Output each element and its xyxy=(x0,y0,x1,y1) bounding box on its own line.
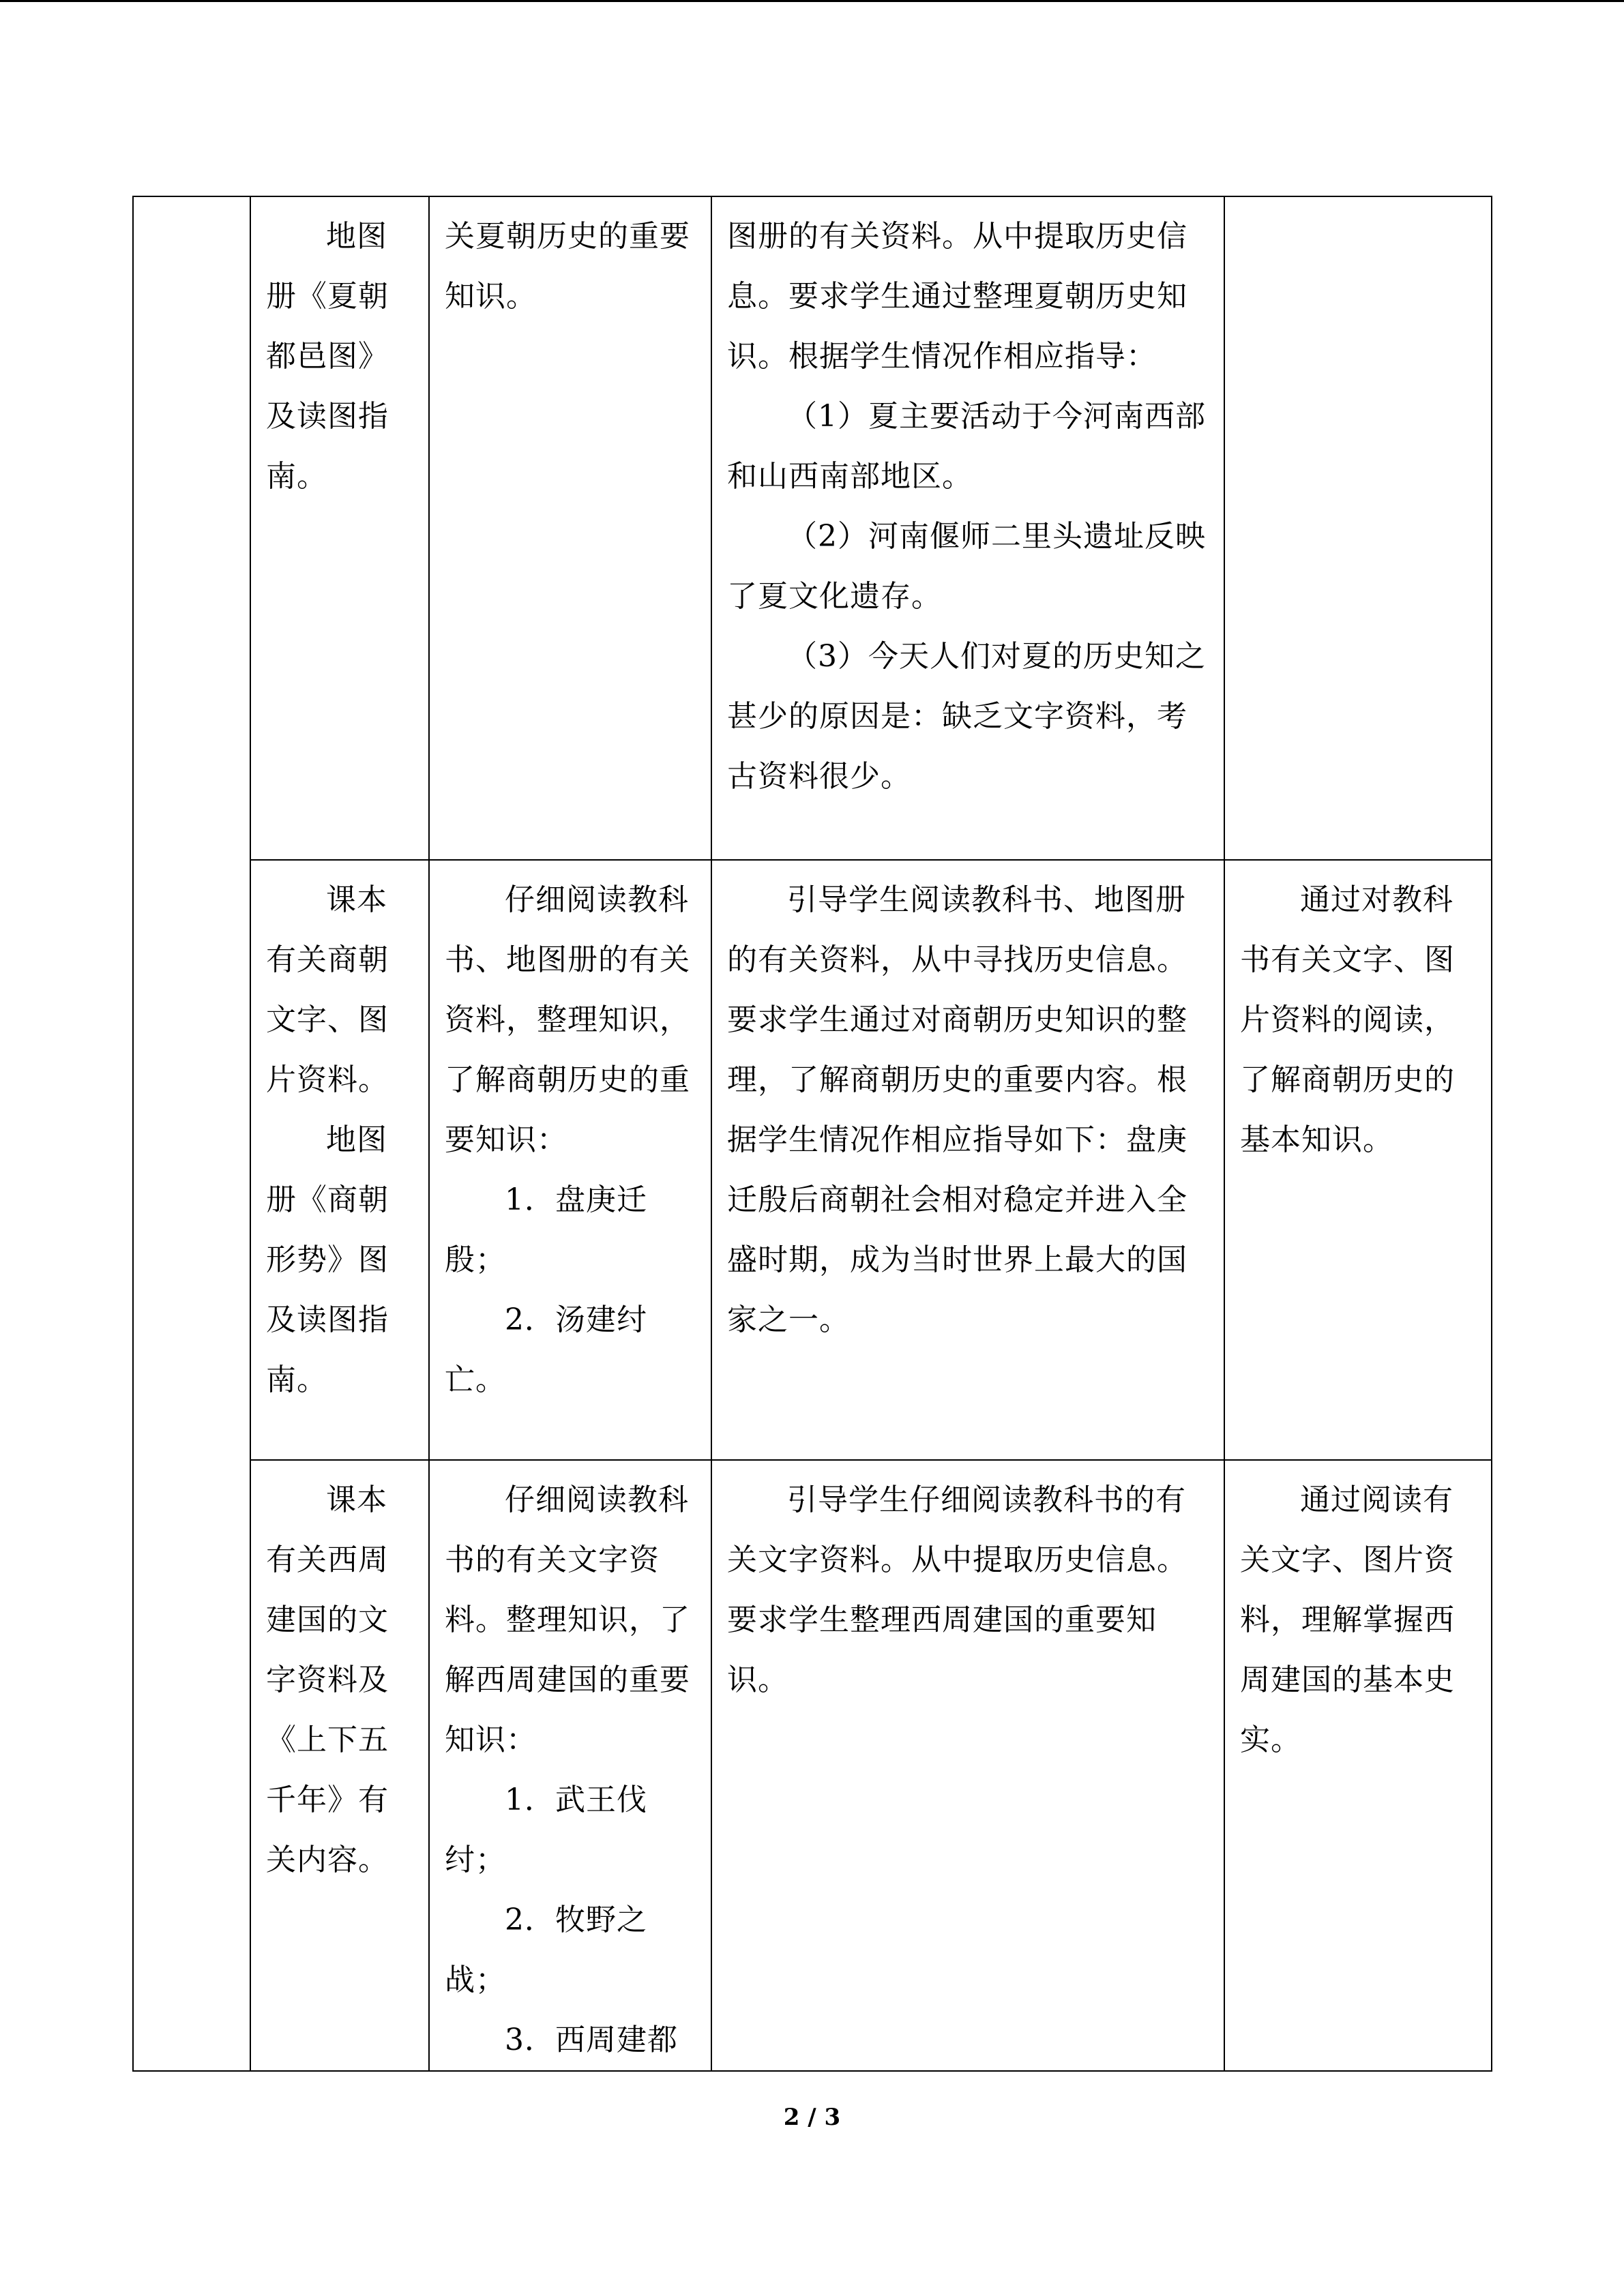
resources-text: 课本有关西周建国的文字资料及《上下五千年》有关内容。 xyxy=(266,1482,389,1877)
design-intent-cell xyxy=(1224,196,1492,860)
teacher-activity-text: （3）今天人们对夏的历史知之甚少的原因是：缺乏文字资料，考古资料很少。 xyxy=(727,639,1206,794)
student-activity-cell xyxy=(429,1460,711,2071)
lesson-plan-table xyxy=(132,196,1492,2072)
design-intent-text: 通过对教科书有关文字、图片资料的阅读，了解商朝历史的基本知识。 xyxy=(1240,882,1455,1157)
page-number: 2 / 3 xyxy=(783,2104,841,2131)
teacher-activity-text: 引导学生仔细阅读教科书的有关文字资料。从中提取历史信息。要求学生整理西周建国的重要知识。 xyxy=(727,1482,1187,1697)
teacher-activity-cell xyxy=(711,196,1224,860)
resources-text: 地图册《商朝形势》图及读图指南。 xyxy=(266,1122,389,1397)
student-activity-cell xyxy=(429,196,711,860)
teacher-activity-text: 图册的有关资料。从中提取历史信息。要求学生通过整理夏朝历史知识。根据学生情况作相应指导： xyxy=(727,219,1187,374)
teacher-activity-cell xyxy=(711,1460,1224,2071)
student-activity-cell xyxy=(429,860,711,1460)
student-activity-text: 1．盘庚迁殷； xyxy=(445,1182,647,1277)
table-row-western-zhou xyxy=(133,1460,1492,2071)
student-activity-text: 仔细阅读教科书、地图册的有关资料，整理知识，了解商朝历史的重要知识： xyxy=(445,882,690,1157)
resources-cell xyxy=(250,860,429,1460)
student-activity-text: 2．汤建纣亡。 xyxy=(445,1302,647,1397)
student-activity-text: 2．牧野之战； xyxy=(445,1903,647,1997)
teacher-activity-cell xyxy=(711,860,1224,1460)
table-row-xia xyxy=(133,196,1492,860)
teacher-activity-text: 引导学生阅读教科书、地图册的有关资料，从中寻找历史信息。要求学生通过对商朝历史知识的整理，了解商朝历史的重要内容。根据学生情况作相应指导如下：盘庚迁殷后商朝社会相对稳定并进入全盛时期，成为当时世界上最大的国家之一。 xyxy=(727,882,1187,1337)
table-row-shang xyxy=(133,860,1492,1460)
resources-text: 地图册《夏朝都邑图》及读图指南。 xyxy=(266,219,389,494)
teacher-activity-text: （1）夏主要活动于今河南西部和山西南部地区。 xyxy=(727,399,1206,494)
resources-cell xyxy=(250,1460,429,2071)
student-activity-text: 关夏朝历史的重要知识。 xyxy=(445,219,690,314)
student-activity-text: 仔细阅读教科书的有关文字资料。整理知识，了解西周建国的重要知识： xyxy=(445,1482,690,1757)
teacher-activity-text: （2）河南偃师二里头遗址反映了夏文化遗存。 xyxy=(727,519,1206,614)
student-activity-text: 1．武王伐纣； xyxy=(445,1783,647,1877)
blank-first-column xyxy=(133,196,250,2071)
design-intent-text: 通过阅读有关文字、图片资料，理解掌握西周建国的基本史实。 xyxy=(1240,1482,1455,1757)
top-border-line xyxy=(0,0,1624,2)
student-activity-text: 3．西周建都 xyxy=(505,2023,678,2057)
design-intent-cell xyxy=(1224,1460,1492,2071)
resources-cell xyxy=(250,196,429,860)
resources-text: 课本有关商朝文字、图片资料。 xyxy=(266,882,389,1097)
design-intent-cell xyxy=(1224,860,1492,1460)
